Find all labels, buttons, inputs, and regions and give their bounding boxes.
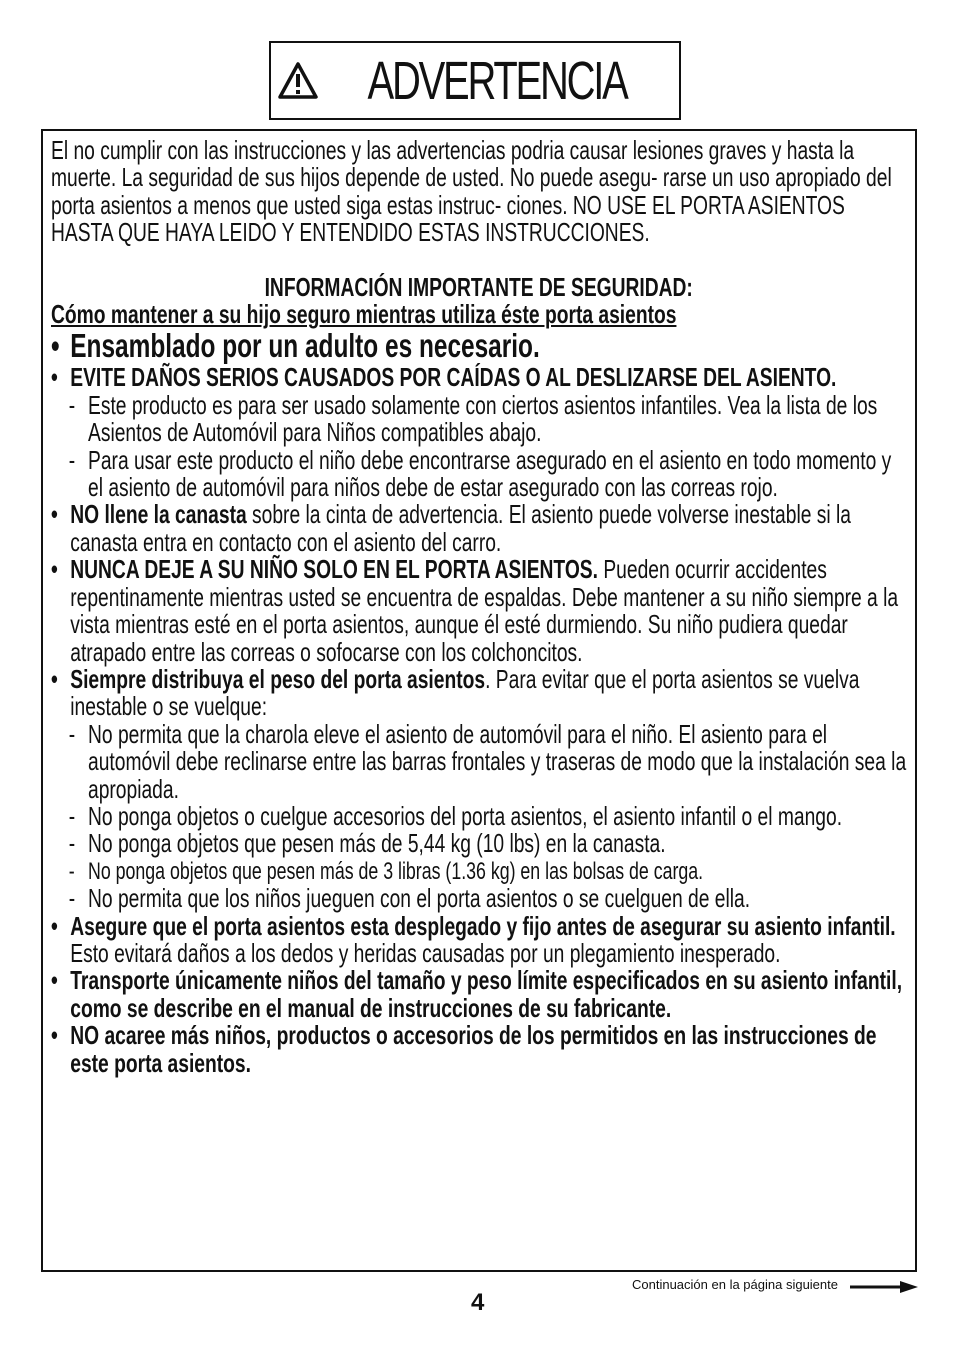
- bullet-text: NO acaree más niños, productos o accesorios de los permitidos en las instrucciones de este porta asientos.: [70, 1020, 877, 1078]
- dash-mark: -: [68, 800, 76, 831]
- bullet-bold-text: Siempre distribuya el peso del porta asientos: [70, 663, 486, 694]
- bullet-text: Ensamblado por un adulto es necesario.: [70, 327, 540, 365]
- bullet-text: Pueden ocurrir accidentes repentinamente mientras usted se encuentra de espaldas. Debe mantener a su niño siempre a la vista mientras esté en el porta asientos, aunque él esté durmiendo. Su niño pudiera quedar atrapado entre las correas o sofocarse con los colchoncitos.: [70, 554, 899, 667]
- sub-item-text: No ponga objetos que pesen más de 3 libras (1.36 kg) en las bolsas de carga.: [88, 857, 704, 885]
- page-number: 4: [471, 1289, 485, 1316]
- bullet-dot: •: [51, 965, 58, 996]
- bullet-dot: •: [51, 362, 58, 393]
- sub-item: [51, 444, 906, 503]
- bullet-dot: •: [51, 499, 58, 530]
- sub-item: [51, 885, 906, 912]
- bullet-bold-text: Asegure que el porta asientos esta desplegado y fijo antes de asegurar su asiento infantil.: [70, 910, 896, 941]
- bullet-text: . Para evitar que el porta asientos se vuelva inestable o se vuelque:: [70, 663, 860, 722]
- bullet-size-limits: [51, 967, 906, 1022]
- bullet-text: Esto evitará daños a los dedos y heridas causadas por un plegamiento inesperado.: [70, 937, 781, 968]
- sub-item-text: Para usar este producto el niño debe encontrarse asegurado en el asiento en todo momento y el asiento de automóvil para niños debe de estar asegurado con las correas rojo.: [88, 444, 892, 503]
- title-box: [269, 41, 681, 120]
- continuation-note: Continuación en la página siguiente: [632, 1277, 838, 1292]
- bullet-adult-assembly: [51, 328, 906, 364]
- warning-triangle-icon: [278, 62, 318, 100]
- bullet-dot: •: [51, 910, 58, 941]
- bullet-dot: •: [51, 327, 60, 365]
- dash-mark: -: [68, 389, 76, 420]
- page-title: ADVERTENCIA: [367, 50, 627, 111]
- sub-item: [51, 389, 906, 448]
- sub-item: [51, 800, 906, 831]
- bullet-dot: •: [51, 1020, 58, 1051]
- bullet-text: EVITE DAÑOS SERIOS CAUSADOS POR CAÍDAS O AL DESLIZARSE DEL ASIENTO.: [70, 362, 837, 393]
- sub-item-text: No permita que la charola eleve el asiento de automóvil para el niño. El asiento para el automóvil debe reclinarse entre las barras frontales y traseras de modo que la instalación sea la apropiada.: [88, 718, 907, 804]
- bullet-no-extra: [51, 1022, 906, 1077]
- bullet-text: sobre la cinta de advertencia. El asiento puede volverse inestable si la canasta entra en contacto con el asiento del carro.: [70, 499, 851, 557]
- sub-item-text: No permita que los niños jueguen con el porta asientos o se cuelguen de ella.: [88, 883, 751, 914]
- warning-body: [51, 137, 906, 1077]
- bullet-bold-text: NO llene la canasta: [70, 499, 247, 530]
- dash-mark: -: [68, 828, 76, 859]
- safety-heading: INFORMACIÓN IMPORTANTE DE SEGURIDAD:: [264, 271, 693, 302]
- dash-mark: -: [68, 718, 76, 749]
- bullet-unfold-secure: [51, 910, 906, 968]
- bullet-basket: [51, 501, 906, 556]
- safety-subheading: Cómo mantener a su hijo seguro mientras utiliza éste porta asientos: [51, 299, 677, 330]
- bullet-never-alone: [51, 556, 906, 666]
- right-arrow-icon: [850, 1281, 918, 1293]
- sub-item: [51, 718, 907, 804]
- bullet-avoid-falls: [51, 364, 906, 391]
- sub-item-text: Este producto es para ser usado solamente con ciertos asientos infantiles. Vea la lista de los Asientos de Automóvil para Niños compatibles abajo.: [88, 389, 878, 448]
- sub-item: [51, 858, 906, 885]
- bullet-bold-text: NUNCA DEJE A SU NIÑO SOLO EN EL PORTA ASIENTOS.: [70, 554, 598, 585]
- sub-item-text: No ponga objetos o cuelgue accesorios del porta asientos, el asiento infantil o el mango.: [88, 800, 843, 831]
- bullet-text: Transporte únicamente niños del tamaño y peso límite especificados en su asiento infantil, como se describe en el manual de instrucciones de su fabricante.: [70, 965, 903, 1023]
- bullet-dot: •: [51, 554, 58, 585]
- bullet-dot: •: [51, 663, 58, 694]
- intro-paragraph: El no cumplir con las instrucciones y las advertencias podria causar lesiones graves y hasta la muerte. La seguridad de sus hijos depende de usted. No puede asegu- rarse un uso apropiado del porta asientos a menos que usted siga estas instruc- ciones. NO USE EL PORTA ASIENTOS HASTA QUE HAYA LEIDO Y ENTENDIDO ESTAS INSTRUCCIONES.: [51, 135, 892, 248]
- bullet-distribute-weight: [51, 663, 906, 722]
- dash-mark: -: [68, 857, 75, 885]
- dash-mark: -: [68, 444, 76, 475]
- sub-item-text: No ponga objetos que pesen más de 5,44 kg (10 lbs) en la canasta.: [88, 828, 666, 859]
- sub-item: [51, 830, 906, 857]
- dash-mark: -: [68, 883, 76, 914]
